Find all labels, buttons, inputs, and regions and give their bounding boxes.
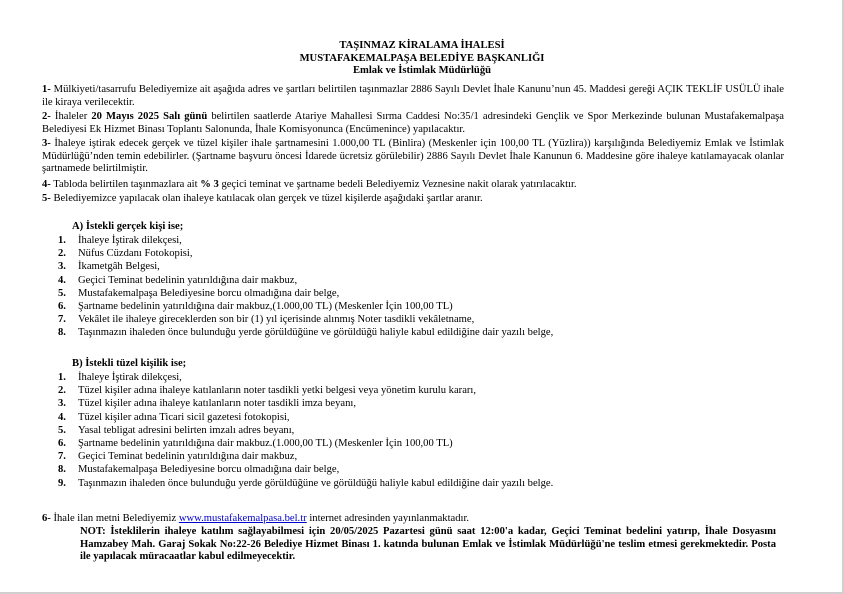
list-item	[58, 385, 778, 398]
list-item	[58, 301, 778, 314]
list-item	[58, 261, 778, 274]
article-text-post: internet adresinden yayınlanmaktadır.	[309, 513, 470, 524]
list-item	[58, 235, 778, 248]
list-item-text: Yasal tebligat adresini belirten imzalı adres beyanı,	[78, 424, 295, 436]
department-name: Emlak ve İstimlak Müdürlüğü	[352, 65, 492, 76]
list-item-number: 8.	[58, 327, 66, 339]
list-item-text: Mustafakemalpaşa Belediyesine borcu olmadığına dair belge,	[78, 287, 340, 299]
guarantee-percent: % 3	[200, 179, 219, 190]
list-item	[58, 327, 778, 340]
list-item-text: Vekâlet ile ihaleye gireceklerden son bir (1) yıl içerisinde alınmış Noter tasdikli vekâletname,	[78, 314, 475, 326]
list-item	[58, 398, 778, 411]
article-1	[42, 84, 784, 109]
list-item	[58, 275, 778, 288]
article-4	[42, 179, 784, 192]
article-number: 6-	[42, 513, 51, 524]
article-text-pre: İhaleler	[54, 111, 88, 122]
article-text-pre: Tabloda belirtilen taşınmazlara ait	[53, 179, 198, 190]
list-item	[58, 288, 778, 301]
article-2	[42, 111, 784, 136]
list-item	[58, 478, 778, 491]
list-item-text: Tüzel kişiler adına Ticari sicil gazetesi fotokopisi,	[78, 411, 290, 423]
list-item-number: 3.	[58, 261, 66, 273]
tender-date: 20 Mayıs 2025 Salı günü	[91, 111, 208, 122]
list-item	[58, 438, 778, 451]
list-item-number: 2.	[58, 385, 66, 397]
list-item-number: 7.	[58, 314, 66, 326]
article-text: Mülkiyeti/tasarrufu Belediyemize ait aşağıda adres ve şartları belirtilen taşınmazlar 2886 Sayılı Devlet İhale Kanunu’nun 45. Maddesi gereği AÇIK TEKLİF USÜLÜ ihale ile kiraya verilecektir.	[42, 84, 784, 108]
list-item-text: Geçici Teminat bedelinin yatırıldığına dair makbuz,	[78, 451, 298, 463]
list-item-number: 4.	[58, 411, 66, 423]
institution-name: MUSTAFAKEMALPAŞA BELEDİYE BAŞKANLIĞI	[299, 53, 545, 64]
list-item-text: İhaleye İştirak dilekçesi,	[78, 372, 182, 383]
list-item-number: 4.	[58, 274, 66, 286]
list-item	[58, 248, 778, 261]
list-item-number: 1.	[58, 235, 66, 246]
article-3	[42, 138, 784, 176]
article-text: Belediyemizce yapılacak olan ihaleye katılacak olan gerçek ve tüzel kişilerde aşağıdaki şartlar aranır.	[53, 193, 483, 204]
list-item	[58, 451, 778, 464]
list-item-text: Mustafakemalpaşa Belediyesine borcu olmadığına dair belge,	[78, 464, 340, 476]
list-item-number: 2.	[58, 248, 66, 260]
list-item	[58, 314, 778, 327]
article-number: 3-	[42, 138, 51, 149]
article-6	[42, 513, 784, 526]
note-paragraph: NOT: İsteklilerin ihaleye katılım sağlayabilmesi için 20/05/2025 Pazartesi günü saat 12:00'a kadar, Geçici Teminat bedelini yatırıp, İhale Dosyasını Hamzabey Mah. Garaj Sokak No:22-26 Belediye Hizmet Binası 1. katında bulunan Emlak ve İstimlak Müdürlüğü'ne teslim etmesi gerekmektedir. Posta ile yapılacak müracaatlar kabul edilmeyecektir.	[80, 526, 776, 563]
list-item-text: Taşınmazın ihaleden önce bulunduğu yerde görüldüğüne ve görüldüğü haliyle kabul edildiğine dair yazılı belge,	[78, 327, 554, 339]
list-item-text: Şartname bedelinin yatırıldığına dair makbuz.(1.000,00 TL) (Meskenler İçin 100,00 TL)	[78, 437, 453, 449]
article-number: 2-	[42, 111, 51, 122]
section-b-list	[58, 372, 778, 491]
list-item-text: Şartname bedelinin yatırıldığına dair makbuz,(1.000,00 TL) (Meskenler İçin 100,00 TL)	[78, 300, 453, 312]
list-item-number: 6.	[58, 437, 66, 449]
article-text: İhaleye iştirak edecek gerçek ve tüzel kişiler ihale şartnamesini 1.000,00 TL (Binlira) (Meskenler için 100,00 TL (Yüzlira)) karşılığında Belediyemiz Emlak ve İstimlak Müdürlüğü’nden temin edebilirler. (Şartname başvuru öncesi İdarede ücretsiz görülebilir) 2886 Sayılı Devlet İhale Kanunun 6. Maddesine göre ihaleye katılamayacak olanlar şartnamede belirtilmiştir.	[42, 138, 784, 175]
list-item-text: Nüfus Cüzdanı Fotokopisi,	[78, 248, 193, 260]
list-item-text: İhaleye İştirak dilekçesi,	[78, 235, 182, 246]
list-item-text: Tüzel kişiler adına ihaleye katılanların noter tasdikli yetki belgesi veya yönetim kurulu kararı,	[78, 385, 477, 397]
list-item-number: 3.	[58, 398, 66, 410]
list-item-number: 5.	[58, 424, 66, 436]
list-item-number: 8.	[58, 464, 66, 476]
article-text-post: geçici teminat ve şartname bedeli Belediyemiz Veznesine nakit olarak yatırılacaktır.	[221, 179, 577, 190]
article-text-post: belirtilen saatlerde Atariye Mahallesi Sırma Caddesi No:35/1 adresindeki Gençlik ve Spor Merkezinde bulunan Mustafakemalpaşa Belediyesi Ek Hizmet Binası Toplantı Salonunda, İhale Komisyonunca (Encümenince) yapılacaktır.	[42, 111, 784, 135]
list-item-text: Tüzel kişiler adına ihaleye katılanların noter tasdikli imza beyanı,	[78, 398, 356, 410]
list-item-text: İkametgâh Belgesi,	[78, 261, 160, 273]
article-number: 1-	[42, 84, 51, 95]
municipality-website-link[interactable]: www.mustafakemalpasa.bel.tr	[178, 513, 307, 524]
article-5	[42, 193, 784, 206]
document-title: TAŞINMAZ KİRALAMA İHALESİ	[339, 40, 505, 51]
list-item-number: 5.	[58, 287, 66, 299]
list-item-text: Geçici Teminat bedelinin yatırıldığına dair makbuz,	[78, 274, 298, 286]
list-item-number: 1.	[58, 372, 66, 383]
list-item	[58, 464, 778, 477]
article-number: 4-	[42, 179, 51, 190]
list-item-text: Taşınmazın ihaleden önce bulunduğu yerde görüldüğüne ve görüldüğü haliyle kabul edildiğine dair yazılı belge.	[78, 477, 554, 489]
article-number: 5-	[42, 193, 51, 204]
section-a-list	[58, 235, 778, 341]
list-item-number: 6.	[58, 300, 66, 312]
list-item	[58, 425, 778, 438]
section-b-title: B) İstekli tüzel kişilik ise;	[72, 358, 187, 369]
section-a-title: A) İstekli gerçek kişi ise;	[72, 221, 184, 232]
article-text-pre: İhale ilan metni Belediyemiz	[53, 513, 177, 524]
list-item	[58, 372, 778, 385]
list-item-number: 7.	[58, 451, 66, 463]
list-item	[58, 412, 778, 425]
list-item-number: 9.	[58, 477, 66, 489]
